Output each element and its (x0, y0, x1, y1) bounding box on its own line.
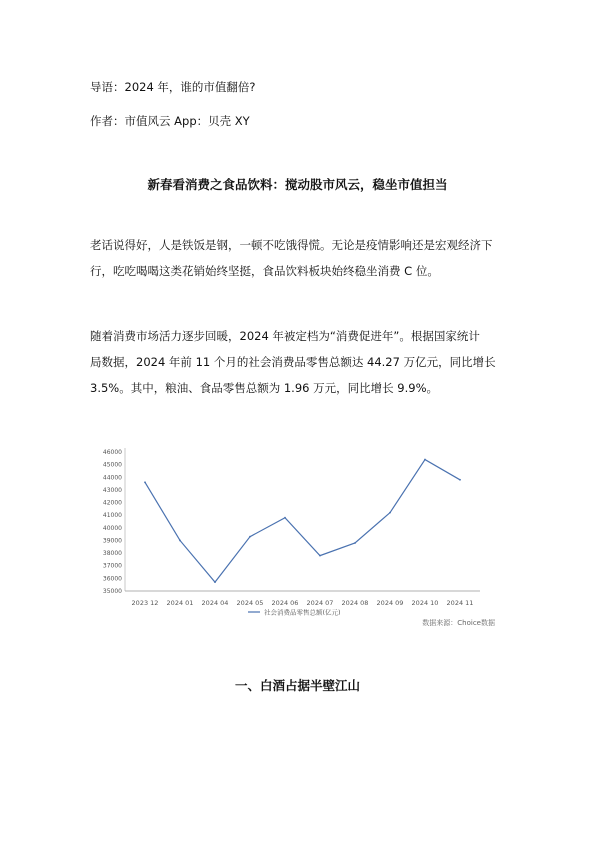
y-tick-label: 44000 (102, 474, 122, 482)
x-tick-label: 2024 06 (271, 599, 299, 607)
data-point (144, 481, 146, 483)
data-point (389, 512, 391, 514)
y-tick-label: 36000 (102, 575, 122, 583)
chart-source: 数据来源：Choice数据 (422, 619, 495, 627)
paragraph-line: 老话说得好，人是铁饭是钢，一顿不吃饿得慌。无论是疫情影响还是宏观经济下 (90, 238, 493, 252)
article-title: 新春看消费之食品饮料：搅动股市风云，稳坐市值担当 (147, 177, 448, 192)
article-intro: 导语：2024 年，谁的市值翻倍? (90, 80, 256, 94)
y-tick-label: 37000 (102, 562, 122, 570)
y-tick-label: 41000 (102, 512, 122, 520)
y-tick-label: 43000 (102, 486, 122, 494)
x-tick-label: 2024 04 (201, 599, 229, 607)
y-tick-label: 42000 (102, 499, 122, 507)
data-point (319, 555, 321, 557)
y-tick-label: 40000 (102, 524, 122, 532)
x-tick-label: 2024 07 (306, 599, 334, 607)
chart-axes (125, 448, 480, 591)
paragraph-line: 局数据，2024 年前 11 个月的社会消费品零售总额达 44.27 万亿元，同比增长 (90, 355, 496, 369)
legend-label: 社会消费品零售总额(亿元) (264, 608, 341, 617)
x-tick-label: 2024 11 (446, 599, 474, 607)
y-tick-label: 45000 (102, 461, 122, 469)
data-point (179, 540, 181, 542)
y-tick-label: 35000 (102, 588, 122, 595)
paragraph-line: 行，吃吃喝喝这类花销始终坚挺，食品饮料板块始终稳坐消费 C 位。 (90, 264, 439, 278)
y-tick-label: 38000 (102, 550, 122, 558)
x-tick-label: 2024 10 (411, 599, 439, 607)
data-point (214, 581, 216, 583)
y-axis-ticks (103, 449, 122, 595)
chart-series (144, 459, 461, 583)
data-point (249, 536, 251, 538)
paragraph-2 (90, 323, 508, 401)
data-point (459, 479, 461, 481)
chart-legend (248, 608, 341, 617)
paragraph-line: 随着消费市场活力逐步回暖，2024 年被定档为“消费促进年”。根据国家统计 (90, 329, 480, 343)
data-point (284, 517, 286, 519)
data-point (424, 459, 426, 461)
paragraph-line: 3.5%。其中，粮油、食品零售总额为 1.96 万元，同比增长 9.9%。 (90, 381, 439, 395)
x-tick-label: 2024 09 (376, 599, 404, 607)
x-axis-ticks (132, 599, 474, 607)
x-tick-label: 2024 08 (341, 599, 369, 607)
x-tick-label: 2023 12 (131, 599, 159, 607)
retail-sales-line-chart (100, 440, 500, 630)
series-line (145, 460, 460, 583)
y-tick-label: 46000 (102, 449, 122, 456)
x-tick-label: 2024 05 (236, 599, 264, 607)
section-heading: 一、白酒占据半壁江山 (234, 678, 360, 693)
article-author: 作者：市值风云 App：贝壳 XY (90, 114, 250, 128)
paragraph-1 (90, 232, 508, 284)
data-point (354, 542, 356, 544)
x-tick-label: 2024 01 (166, 599, 194, 607)
y-tick-label: 39000 (102, 537, 122, 545)
